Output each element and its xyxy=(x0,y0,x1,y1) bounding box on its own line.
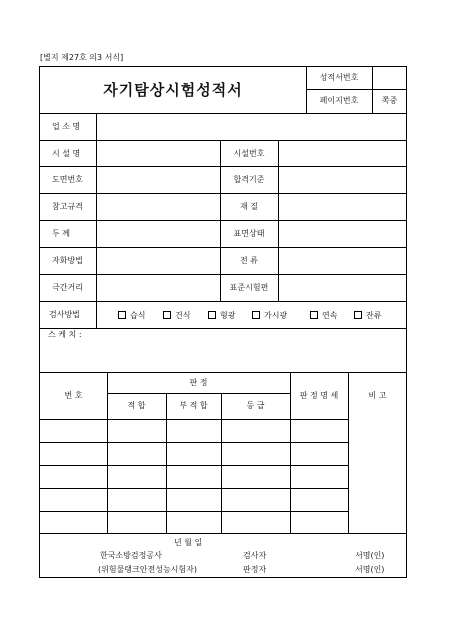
judgment-header: 판 정 xyxy=(189,378,208,387)
checkbox-icon[interactable] xyxy=(354,311,362,319)
checkbox-icon[interactable] xyxy=(310,311,318,319)
magnetization-method-label: 자화방법 xyxy=(52,256,83,265)
reference-spec-label: 참고규격 xyxy=(52,202,83,211)
option-fluorescent[interactable]: 형광 xyxy=(208,310,235,321)
suitable-header: 적 합 xyxy=(127,401,146,410)
divider xyxy=(40,328,407,329)
divider xyxy=(107,393,290,394)
option-wet[interactable]: 습식 xyxy=(118,310,145,321)
inspector-label: 검사자 xyxy=(243,551,267,560)
divider xyxy=(40,372,407,373)
judge-signature: 서명(인) xyxy=(355,565,385,574)
divider xyxy=(372,67,373,113)
current-label: 전 류 xyxy=(240,256,258,265)
date-line: 년 월 일 xyxy=(174,538,203,547)
judgment-detail-header: 판 정 명 세 xyxy=(299,391,339,400)
report-number-label: 성적서번호 xyxy=(319,73,359,82)
divider xyxy=(40,533,407,534)
inspection-report-form xyxy=(39,66,407,578)
form-title: 자기탐상시험성적서 xyxy=(103,81,243,99)
option-dry[interactable]: 건식 xyxy=(163,310,190,321)
inspection-method-label: 검사방법 xyxy=(49,310,80,319)
divider xyxy=(40,488,348,489)
checkbox-icon[interactable] xyxy=(163,311,171,319)
divider xyxy=(40,465,348,466)
company-label: 업 소 명 xyxy=(52,122,81,131)
page-number-label: 페이지번호 xyxy=(319,96,359,105)
pass-criteria-label: 합격기준 xyxy=(233,175,265,184)
divider xyxy=(306,89,407,90)
grade-header: 등 급 xyxy=(246,401,265,410)
divider xyxy=(221,393,222,533)
divider xyxy=(96,113,97,328)
option-visible-light[interactable]: 가시광 xyxy=(252,310,287,321)
divider xyxy=(107,372,108,533)
form-number-label: [별지 제27호 의3 서식] xyxy=(40,53,124,62)
remarks-header: 비 고 xyxy=(368,391,387,400)
checkbox-icon[interactable] xyxy=(118,311,126,319)
divider xyxy=(40,442,348,443)
checkbox-icon[interactable] xyxy=(252,311,260,319)
unsuitable-header: 부 적 합 xyxy=(179,401,208,410)
facility-number-label: 시설번호 xyxy=(233,149,265,158)
option-residual[interactable]: 잔류 xyxy=(354,310,381,321)
divider xyxy=(220,140,221,301)
pole-spacing-label: 극간거리 xyxy=(52,283,83,292)
judge-label: 판정자 xyxy=(243,565,267,574)
thickness-label: 두 께 xyxy=(52,229,70,238)
organization-subtitle: (위험물탱크안전성능시험자) xyxy=(98,565,197,574)
divider xyxy=(40,419,348,420)
standard-test-piece-label: 표준시험편 xyxy=(229,283,269,292)
organization-name: 한국소방검정공사 xyxy=(100,551,162,560)
page-number-value: 쪽중 xyxy=(381,96,398,105)
sketch-label: 스 케 치 : xyxy=(48,330,82,339)
inspector-signature: 서명(인) xyxy=(355,551,385,560)
facility-name-label: 시 설 명 xyxy=(52,149,81,158)
checkbox-icon[interactable] xyxy=(208,311,216,319)
option-continuous[interactable]: 연속 xyxy=(310,310,337,321)
surface-condition-label: 표면상태 xyxy=(233,229,265,238)
drawing-number-label: 도면번호 xyxy=(52,175,83,184)
number-header: 번 호 xyxy=(64,391,83,400)
divider xyxy=(40,511,348,512)
divider xyxy=(166,393,167,533)
divider xyxy=(278,140,279,301)
material-label: 재 질 xyxy=(240,202,258,211)
